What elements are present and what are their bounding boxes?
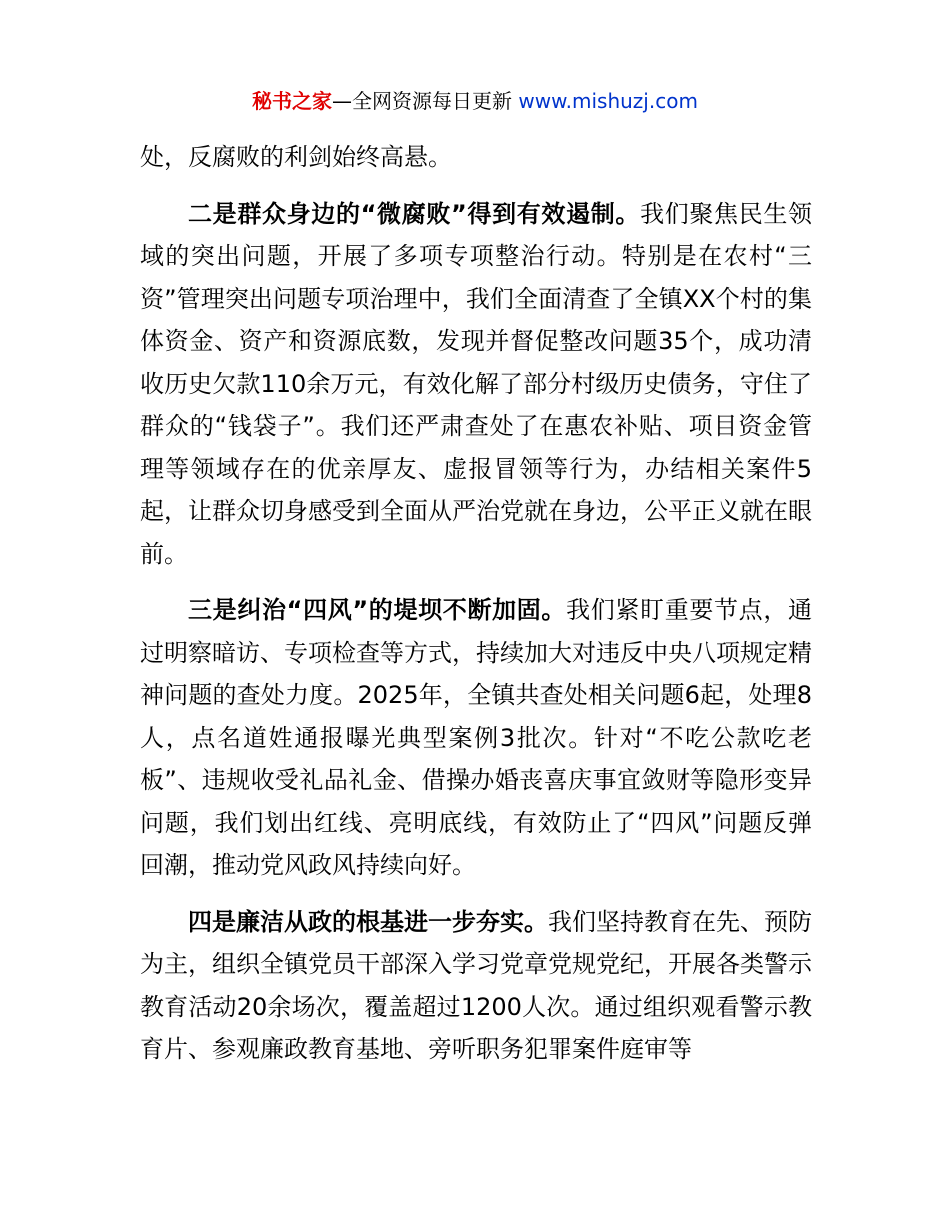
page-header xyxy=(0,86,950,116)
paragraph-lead: 四是廉洁从政的根基进一步夯实。 xyxy=(188,907,548,936)
document-body xyxy=(140,136,812,1071)
paragraph-lead: 三是纠治“四风”的堤坝不断加固。 xyxy=(188,596,567,624)
paragraph-continuation xyxy=(140,136,812,179)
header-brand: 秘书之家 xyxy=(252,89,333,113)
header-tagline: —全网资源每日更新 xyxy=(332,89,513,113)
paragraph-text: 处，反腐败的利剑始终高悬。 xyxy=(140,143,452,171)
paragraph-text: 我们坚持教育在先、预防为主，组织全镇党员干部深入学习党章党规党纪，开展各类警示教育活动20余场次，覆盖超过1200人次。通过组织观看警示教育片、参观廉政教育基地、旁听职务犯罪案件庭审等 xyxy=(140,907,812,1063)
paragraph-lead: 二是群众身边的“微腐败”得到有效遏制。 xyxy=(188,199,641,228)
paragraph-4 xyxy=(140,901,812,1071)
header-url-link[interactable]: www.mishuzj.com xyxy=(518,89,698,113)
paragraph-2 xyxy=(140,193,812,576)
paragraph-text: 我们聚焦民生领域的突出问题，开展了多项专项整治行动。特别是在农村“三资”管理突出问题专项治理中，我们全面清查了全镇XX个村的集体资金、资产和资源底数，发现并督促整改问题35个，成功清收历史欠款110余万元，有效化解了部分村级历史债务，守住了群众的“钱袋子”。我们还严肃查处了在惠农补贴、项目资金管理等领域存在的优亲厚友、虚报冒领等行为，办结相关案件5起，让群众切身感受到全面从严治党就在身边，公平正义就在眼前。 xyxy=(140,199,813,568)
paragraph-3 xyxy=(140,589,812,887)
paragraph-text: 我们紧盯重要节点，通过明察暗访、专项检查等方式，持续加大对违反中央八项规定精神问题的查处力度。2025年，全镇共查处相关问题6起，处理8人，点名道姓通报曝光典型案例3批次。针对“不吃公款吃老板”、违规收受礼品礼金、借操办婚丧喜庆事宜敛财等隐形变异问题，我们划出红线、亮明底线，有效防止了“四风”问题反弹回潮，推动党风政风持续向好。 xyxy=(140,596,813,879)
